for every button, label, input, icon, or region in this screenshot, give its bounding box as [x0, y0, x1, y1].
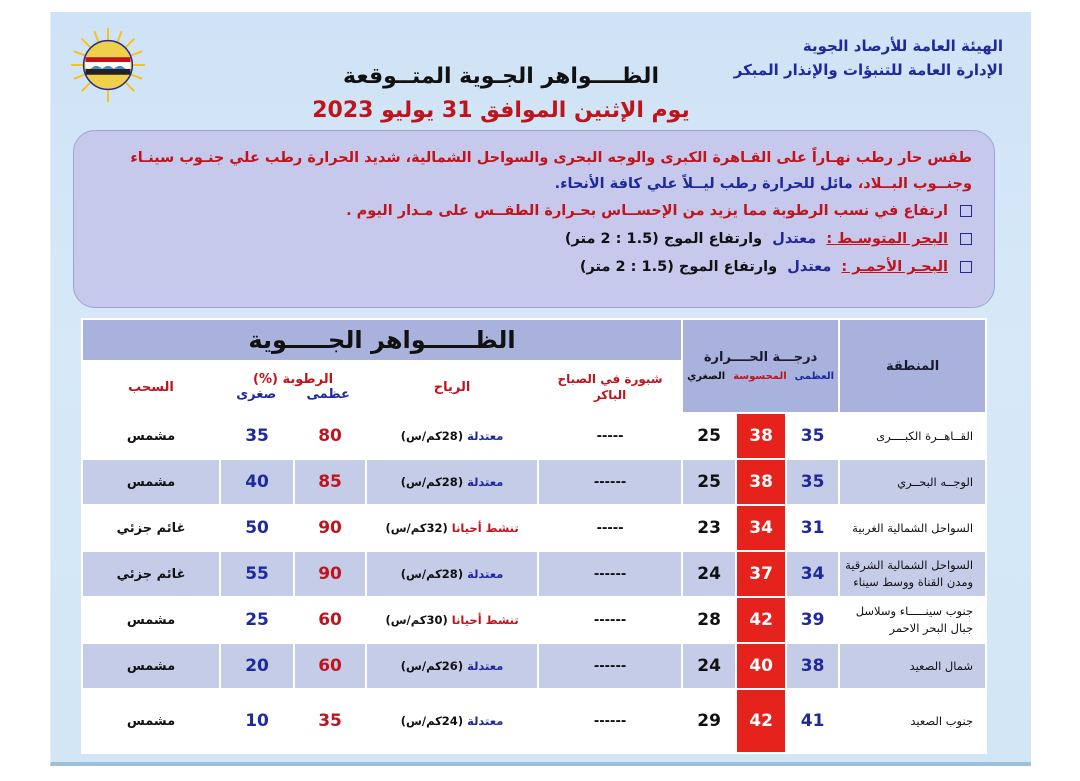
humidity-max-cell: 85	[294, 459, 366, 505]
temp-max-cell: 39	[786, 597, 839, 643]
wind-speed: (30كم/س)	[385, 613, 448, 627]
hum-min-header: صغرى	[236, 387, 277, 402]
humidity-max-cell: 90	[294, 505, 366, 551]
wind-speed: (24كم/س)	[400, 714, 464, 728]
humidity-min-cell: 55	[220, 551, 294, 597]
humidity-max-cell: 80	[294, 413, 366, 459]
region-name: الوجــه البحــري	[897, 474, 974, 489]
region-name: جنوب سينـــــاء وسلاسل	[855, 604, 974, 618]
cloud-cell: مشمس	[82, 643, 220, 689]
wind-cell	[366, 413, 538, 459]
region-name: السواحل الشمالية الشرقية	[845, 558, 974, 572]
temp-max-cell: 41	[786, 689, 839, 753]
region-cell	[839, 505, 986, 551]
forecast-sheet	[50, 12, 1031, 766]
red-sea-wave: وارتفاع الموج (1.5 : 2 متر)	[579, 259, 778, 275]
wind-cell	[366, 551, 538, 597]
wind-state: معتدلة	[467, 567, 504, 581]
wind-speed: (28كم/س)	[400, 475, 464, 489]
region-name: جنوب الصعيد	[910, 713, 974, 728]
temp-min-cell: 25	[682, 459, 736, 505]
med-sea-wave: وارتفاع الموج (1.5 : 2 متر)	[564, 231, 763, 247]
region-cell	[839, 643, 986, 689]
temp-max-cell: 34	[786, 551, 839, 597]
temp-feel-cell: 38	[736, 413, 786, 459]
cloud-cell: مشمس	[82, 459, 220, 505]
temp-max-header: العظمى	[794, 371, 835, 382]
ema-logo-icon	[69, 26, 147, 104]
summary-part2: وجنــوب البــلاد،	[852, 176, 972, 192]
temperature-title: درجـــة الحــــرارة	[703, 350, 818, 365]
wind-cell	[366, 505, 538, 551]
temp-feel-cell: 42	[736, 689, 786, 753]
table-row	[82, 689, 986, 753]
region-header: المنطقة	[839, 319, 986, 413]
cloud-cell: غائم جزئي	[82, 505, 220, 551]
fog-cell: ------	[538, 597, 682, 643]
temp-min-cell: 23	[682, 505, 736, 551]
region-name-line2: جبال البحر الاحمر	[889, 621, 974, 635]
wind-state: تنشط أحيانا	[451, 521, 519, 535]
table-row	[82, 459, 986, 505]
forecast-table	[81, 318, 987, 754]
cloud-header: السحب	[82, 361, 220, 413]
humidity-min-cell: 10	[220, 689, 294, 753]
humidity-note-text: ارتفاع في نسب الرطوبة مما يزيد من الإحســاس بحـرارة الطقــس على مـدار اليوم .	[346, 203, 948, 219]
temp-feel-cell: 37	[736, 551, 786, 597]
fog-cell: ------	[538, 643, 682, 689]
wind-state: معتدلة	[467, 714, 504, 728]
temp-max-cell: 35	[786, 413, 839, 459]
org-name: الهيئة العامة للأرصاد الجوية	[802, 37, 1003, 55]
temp-min-cell: 28	[682, 597, 736, 643]
table-row	[82, 551, 986, 597]
red-sea-state: معتدل	[787, 259, 832, 275]
wind-cell	[366, 689, 538, 753]
temp-max-cell: 35	[786, 459, 839, 505]
humidity-max-cell: 60	[294, 643, 366, 689]
table-row	[82, 413, 986, 459]
wind-state: تنشط أحيانا	[451, 613, 519, 627]
temp-min-cell: 24	[682, 643, 736, 689]
wind-state: معتدلة	[467, 429, 504, 443]
humidity-title: الرطوبة (%)	[253, 372, 334, 387]
region-name: شمال الصعيد	[909, 658, 974, 673]
humidity-max-cell: 60	[294, 597, 366, 643]
temp-min-cell: 24	[682, 551, 736, 597]
red-sea-label: البحـر الأحمـر :	[841, 259, 948, 275]
humidity-min-cell: 25	[220, 597, 294, 643]
hum-max-header: عظمى	[306, 387, 350, 402]
region-name: السواحل الشمالية الغربية	[852, 520, 974, 535]
temp-max-cell: 38	[786, 643, 839, 689]
wind-speed: (28كم/س)	[400, 567, 464, 581]
temp-feel-cell: 40	[736, 643, 786, 689]
fog-cell: -----	[538, 413, 682, 459]
forecast-date: يوم الإثنين الموافق 31 يوليو 2023	[312, 98, 690, 123]
humidity-min-cell: 50	[220, 505, 294, 551]
humidity-header	[220, 361, 366, 413]
summary-box	[73, 130, 995, 308]
temp-min-header: الصغري	[687, 371, 726, 382]
organization-header	[734, 34, 1003, 82]
wind-cell	[366, 597, 538, 643]
temp-feel-header: المحسوسة	[733, 371, 787, 382]
red-sea-line	[90, 253, 972, 281]
cloud-cell: مشمس	[82, 689, 220, 753]
fog-cell: -----	[538, 505, 682, 551]
table-row	[82, 643, 986, 689]
wind-speed: (28كم/س)	[400, 429, 464, 443]
region-cell	[839, 597, 986, 643]
table-row	[82, 597, 986, 643]
wind-cell	[366, 643, 538, 689]
temp-feel-cell: 42	[736, 597, 786, 643]
temp-min-cell: 25	[682, 413, 736, 459]
wind-header: الرياح	[366, 361, 538, 413]
med-sea-label: البحر المتوسـط :	[826, 231, 948, 247]
med-sea-state: معتدل	[772, 231, 817, 247]
checkbox-bullet-icon	[960, 205, 972, 217]
fog-cell: ------	[538, 459, 682, 505]
fog-header: شبورة في الصباح الباكر	[538, 361, 682, 413]
temp-min-cell: 29	[682, 689, 736, 753]
wind-state: معتدلة	[467, 475, 504, 489]
cloud-cell: غائم جزئي	[82, 551, 220, 597]
phenomena-header: الظــــــواهر الجـــــوية	[82, 319, 682, 361]
temperature-subheaders	[683, 371, 838, 382]
summary-part3: مائل للحرارة رطب ليــلاً علي كافة الأنحاء.	[554, 176, 853, 192]
fog-cell: ------	[538, 689, 682, 753]
humidity-min-cell: 35	[220, 413, 294, 459]
fog-cell: ------	[538, 551, 682, 597]
humidity-note	[90, 197, 972, 225]
temp-feel-cell: 38	[736, 459, 786, 505]
region-cell	[839, 459, 986, 505]
cloud-cell: مشمس	[82, 413, 220, 459]
page-title: الظــــواهر الجـوية المتــوقعة	[342, 64, 659, 89]
checkbox-bullet-icon	[960, 261, 972, 273]
cloud-cell: مشمس	[82, 597, 220, 643]
region-name-line2: ومدن القناة ووسط سيناء	[853, 575, 974, 589]
region-cell	[839, 689, 986, 753]
humidity-subheaders	[221, 387, 365, 402]
humidity-min-cell: 20	[220, 643, 294, 689]
summary-text	[90, 145, 972, 197]
wind-speed: (32كم/س)	[385, 521, 448, 535]
humidity-min-cell: 40	[220, 459, 294, 505]
humidity-max-cell: 35	[294, 689, 366, 753]
wind-cell	[366, 459, 538, 505]
org-department: الإدارة العامة للتنبؤات والإنذار المبكر	[733, 61, 1003, 79]
wind-speed: (26كم/س)	[400, 659, 464, 673]
summary-part1: طقس حار رطب نهـاراً على القـاهرة الكبرى والوجه البحرى والسواحل الشمالية، شديد الحرارة رطب علي جنـوب سينـاء	[130, 150, 972, 166]
checkbox-bullet-icon	[960, 233, 972, 245]
region-cell	[839, 551, 986, 597]
table-row	[82, 505, 986, 551]
wind-state: معتدلة	[467, 659, 504, 673]
region-cell	[839, 413, 986, 459]
temperature-header	[682, 319, 839, 413]
temp-max-cell: 31	[786, 505, 839, 551]
region-name: القــاهــرة الكبــــرى	[876, 428, 974, 443]
med-sea-line	[90, 225, 972, 253]
humidity-max-cell: 90	[294, 551, 366, 597]
temp-feel-cell: 34	[736, 505, 786, 551]
